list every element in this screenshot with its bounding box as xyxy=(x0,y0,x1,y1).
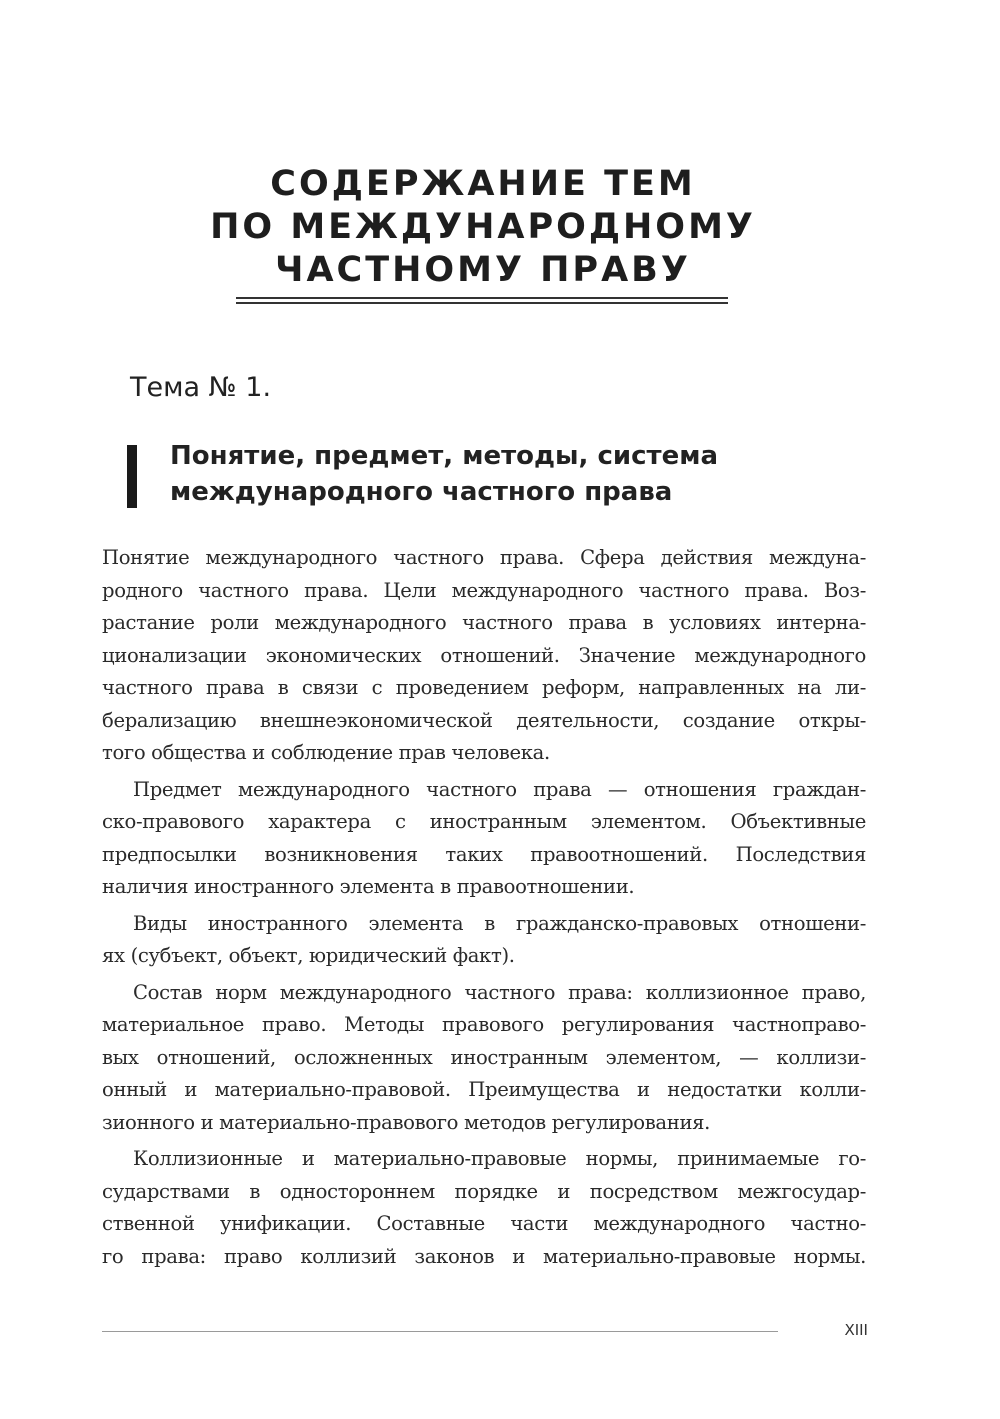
page-number: XIII xyxy=(844,1321,868,1339)
chapter-title-line: СОДЕРЖАНИЕ ТЕМ xyxy=(270,164,696,204)
text-line: зионного и материально-правового методов регулирования. xyxy=(102,1110,711,1134)
text-line: вых отношений, осложненных иностранным элементом, — коллизи- xyxy=(102,1045,866,1069)
chapter-title xyxy=(0,163,966,292)
topic-accent-bar xyxy=(127,445,137,508)
text-line: онный и материально-правовой. Преимущества и недостатки колли- xyxy=(102,1078,866,1101)
text-line: ственной унификации. Составные части международного частно- xyxy=(102,1212,866,1235)
topic-heading-line: международного частного права xyxy=(170,477,673,507)
title-double-rule xyxy=(236,297,728,304)
chapter-title-line: ПО МЕЖДУНАРОДНОМУ xyxy=(210,207,756,247)
text-line: того общества и соблюдение прав человека. xyxy=(102,741,550,764)
text-line: наличия иностранного элемента в правоотношении. xyxy=(102,875,635,898)
text-line: ско-правового характера с иностранным элементом. Объективные xyxy=(102,810,866,833)
text-line: сударствами в одностороннем порядке и посредством межгосудар- xyxy=(102,1179,866,1203)
paragraph xyxy=(102,908,866,973)
footer-rule xyxy=(102,1331,778,1332)
paragraph xyxy=(102,1143,866,1273)
text-line: материальное право. Методы правового регулирования частноправо- xyxy=(102,1013,866,1036)
body-text xyxy=(102,542,866,1277)
chapter-title-line: ЧАСТНОМУ ПРАВУ xyxy=(275,250,691,290)
paragraph xyxy=(102,542,866,770)
text-line: ях (субъект, объект, юридический факт). xyxy=(102,944,515,967)
topic-heading-line: Понятие, предмет, методы, система xyxy=(170,441,719,471)
text-line: Состав норм международного частного права: коллизионное право, xyxy=(133,980,866,1004)
text-line: растание роли международного частного права в условиях интерна- xyxy=(102,611,866,634)
text-line: го права: право коллизий законов и материально-правовые нормы. xyxy=(102,1244,866,1268)
text-line: предпосылки возникновения таких правоотношений. Последствия xyxy=(102,842,866,866)
topic-heading xyxy=(170,438,870,510)
text-line: частного права в связи с проведением реформ, направленных на ли- xyxy=(102,676,866,699)
text-line: Предмет международного частного права — отношения граждан- xyxy=(133,777,866,801)
topic-number: Тема № 1. xyxy=(130,372,272,403)
text-line: родного частного права. Цели международного частного права. Воз- xyxy=(102,578,866,602)
text-line: берализацию внешнеэкономической деятельности, создание откры- xyxy=(102,708,866,732)
text-line: Виды иностранного элемента в гражданско-правовых отношени- xyxy=(133,911,866,935)
text-line: ционализации экономических отношений. Значение международного xyxy=(102,643,866,667)
text-line: Понятие международного частного права. Сфера действия междуна- xyxy=(102,546,866,569)
paragraph xyxy=(102,977,866,1140)
paragraph xyxy=(102,774,866,904)
text-line: Коллизионные и материально-правовые нормы, принимаемые го- xyxy=(133,1147,866,1170)
